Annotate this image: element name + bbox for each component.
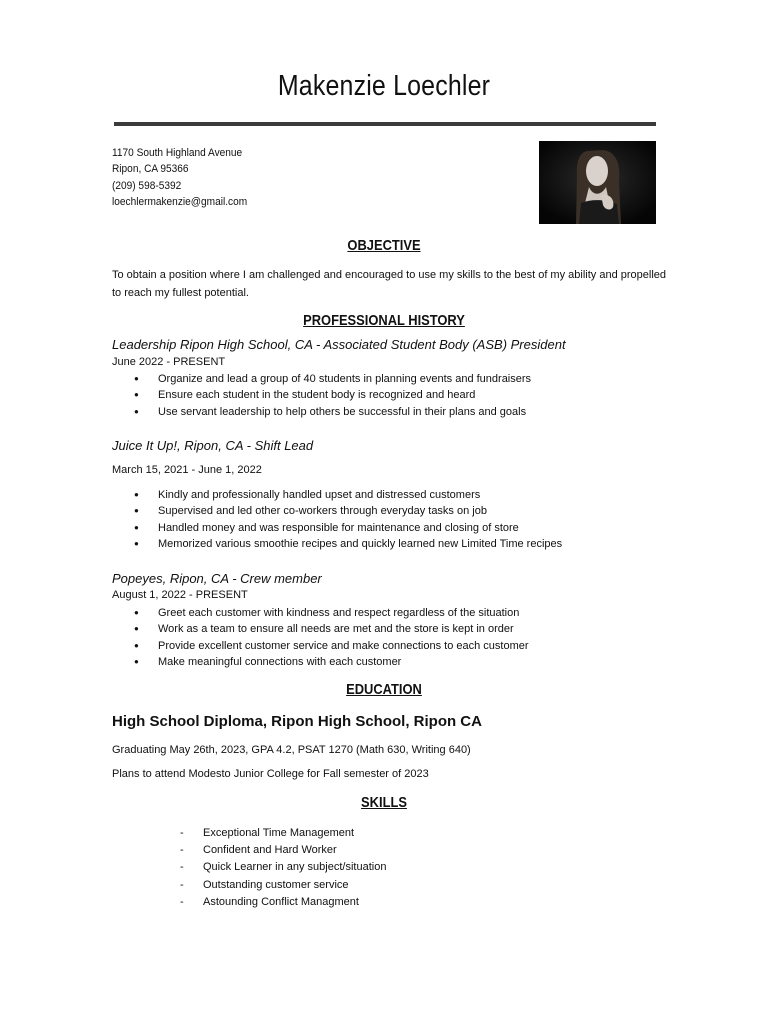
contact-address: 1170 South Highland Avenue: [112, 147, 243, 159]
education-plans: Plans to attend Modesto Junior College for Fall semester of 2023: [112, 768, 429, 780]
contact-phone: (209) 598-5392: [112, 179, 182, 192]
contact-email: loechlermakenzie@gmail.com: [112, 195, 248, 208]
list-item: ● Supervised and led other co-workers through everyday tasks on job: [134, 503, 562, 519]
job-title: Popeyes, Ripon, CA - Crew member: [112, 571, 322, 586]
job-title: Juice It Up!, Ripon, CA - Shift Lead: [112, 438, 314, 453]
job-date: August 1, 2022 - PRESENT: [112, 589, 248, 601]
job-title: Leadership Ripon High School, CA - Associated Student Body (ASB) President: [112, 337, 566, 352]
profile-photo: [539, 141, 656, 224]
portrait-image: [539, 141, 656, 224]
applicant-name: Makenzie Loechler: [277, 70, 491, 102]
job-bullets: [134, 487, 562, 553]
list-item: - Outstanding customer service: [180, 877, 386, 894]
header-rule: [114, 122, 656, 126]
list-item: ● Provide excellent customer service and make connections to each customer: [134, 638, 529, 654]
education-title: High School Diploma, Ripon High School, Ripon CA: [112, 713, 482, 730]
list-item: ● Make meaningful connections with each customer: [134, 654, 529, 670]
list-item: ● Use servant leadership to help others be successful in their plans and goals: [134, 404, 531, 420]
list-item: ● Memorized various smoothie recipes and quickly learned new Limited Time recipes: [134, 536, 562, 552]
skills-heading: SKILLS: [361, 794, 407, 811]
job-date: June 2022 - PRESENT: [112, 356, 226, 368]
skills-list: [180, 825, 386, 911]
list-item: - Astounding Conflict Managment: [180, 894, 386, 911]
history-heading: PROFESSIONAL HISTORY: [303, 312, 465, 329]
contact-block: [112, 145, 259, 210]
list-item: - Confident and Hard Worker: [180, 842, 386, 859]
job-date: March 15, 2021 - June 1, 2022: [112, 464, 262, 476]
list-item: ● Ensure each student in the student body is recognized and heard: [134, 387, 531, 403]
job-bullets: [134, 371, 531, 420]
list-item: ● Kindly and professionally handled upset and distressed customers: [134, 487, 562, 503]
list-item: ● Greet each customer with kindness and respect regardless of the situation: [134, 605, 529, 621]
list-item: - Quick Learner in any subject/situation: [180, 859, 386, 876]
education-detail: Graduating May 26th, 2023, GPA 4.2, PSAT 1270 (Math 630, Writing 640): [112, 744, 471, 756]
education-heading: EDUCATION: [346, 681, 422, 698]
objective-text: To obtain a position where I am challenged and encouraged to use my skills to the best of my ability and propelled to reach my fullest potential.: [112, 269, 666, 299]
list-item: ● Work as a team to ensure all needs are met and the store is kept in order: [134, 621, 529, 637]
objective-heading: OBJECTIVE: [347, 237, 421, 254]
list-item: ● Handled money and was responsible for maintenance and closing of store: [134, 520, 562, 536]
list-item: ● Organize and lead a group of 40 students in planning events and fundraisers: [134, 371, 531, 387]
list-item: - Exceptional Time Management: [180, 825, 386, 842]
job-bullets: [134, 605, 529, 671]
contact-city: Ripon, CA 95366: [112, 163, 189, 176]
